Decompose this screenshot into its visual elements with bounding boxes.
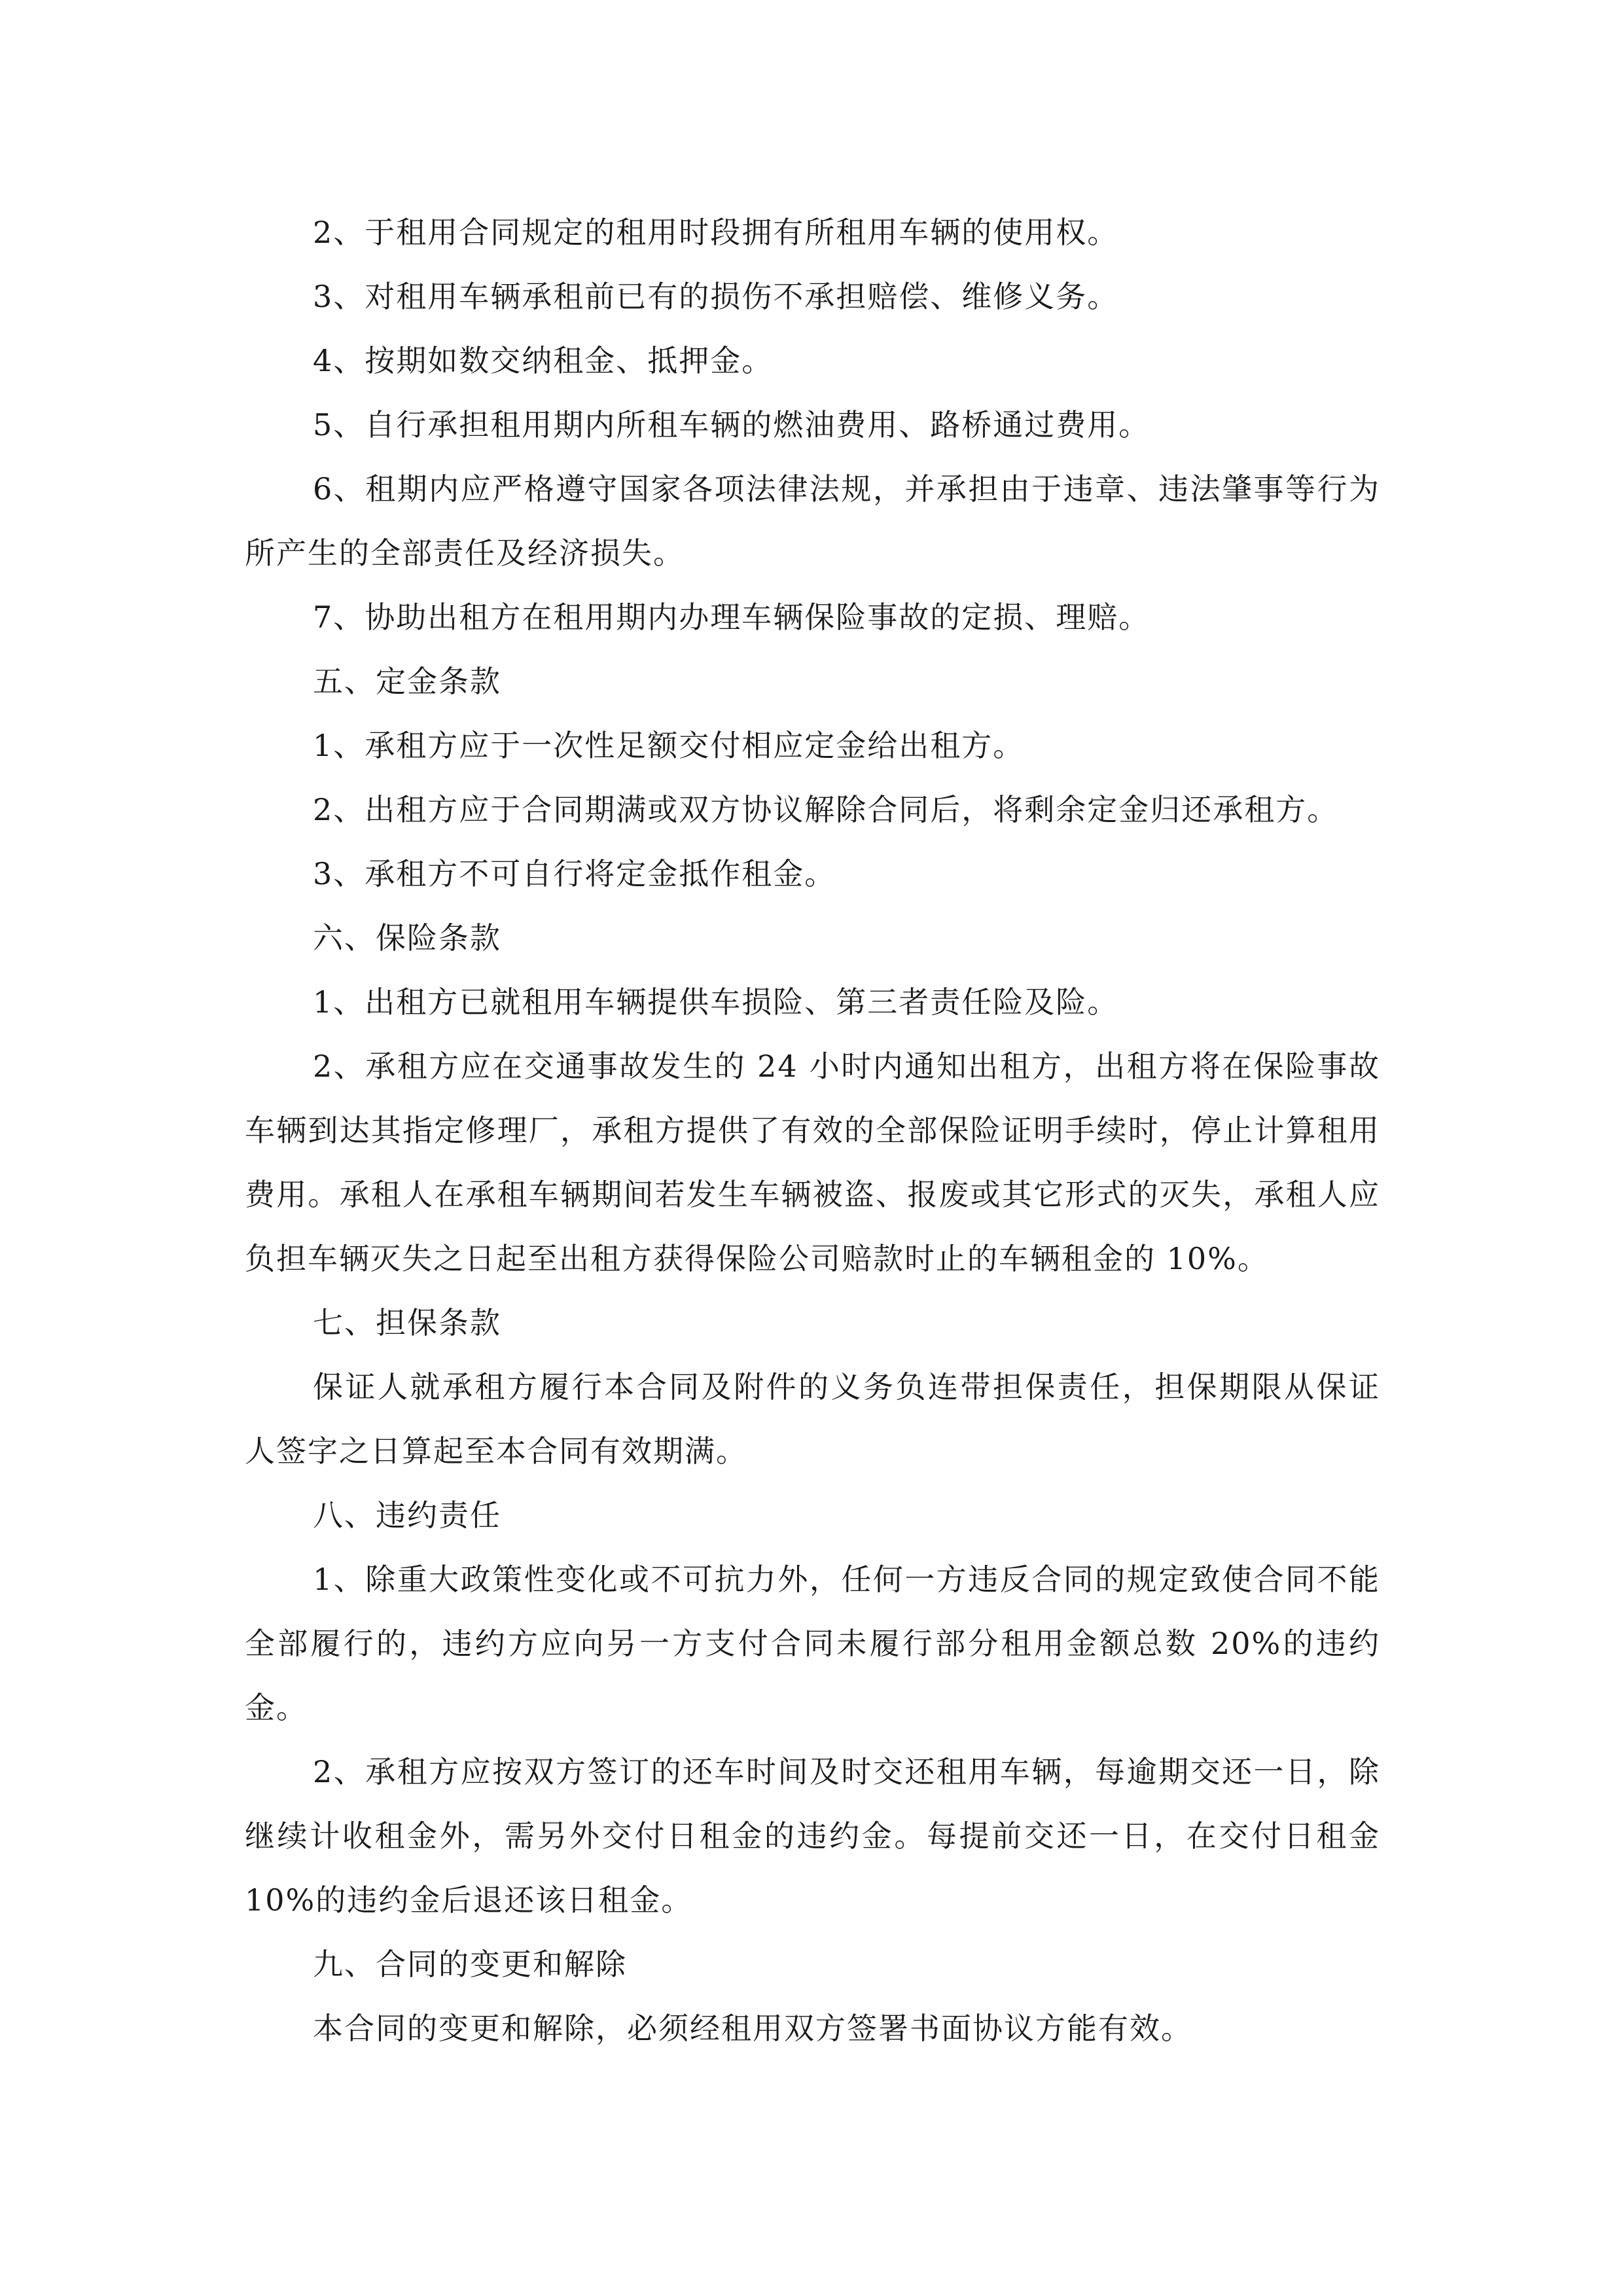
clause-4-item-4: 4、按期如数交纳租金、抵押金。 bbox=[313, 343, 774, 378]
section-heading-breach: 八、违约责任 bbox=[313, 1498, 501, 1533]
deposit-item-3: 3、承租方不可自行将定金抵作租金。 bbox=[313, 856, 836, 891]
clause-4-item-3: 3、对租用车辆承租前已有的损伤不承担赔偿、维修义务。 bbox=[313, 279, 1119, 314]
section-heading-guarantee: 七、担保条款 bbox=[313, 1305, 501, 1340]
section-heading-deposit: 五、定金条款 bbox=[313, 664, 501, 699]
guarantee-paragraph: 保证人就承租方履行本合同及附件的义务负连带担保责任，担保期限从保证人签字之日算起至本合同有效期满。 bbox=[245, 1369, 1380, 1469]
section-heading-amendment: 九、合同的变更和解除 bbox=[313, 1946, 627, 1982]
breach-item-1: 1、除重大政策性变化或不可抗力外，任何一方违反合同的规定致使合同不能全部履行的，违约方应向另一方支付合同未履行部分租用金额总数 20%的违约金。 bbox=[245, 1562, 1380, 1725]
deposit-item-1: 1、承租方应于一次性足额交付相应定金给出租方。 bbox=[313, 728, 1025, 763]
clause-4-item-7: 7、协助出租方在租用期内办理车辆保险事故的定损、理赔。 bbox=[313, 600, 1150, 635]
breach-item-2: 2、承租方应按双方签订的还车时间及时交还租用车辆，每逾期交还一日，除继续计收租金外，需另外交付日租金的违约金。每提前交还一日，在交付日租金 10%的违约金后退还该日租金。 bbox=[245, 1754, 1380, 1918]
clause-4-item-5: 5、自行承担租用期内所租车辆的燃油费用、路桥通过费用。 bbox=[313, 407, 1150, 442]
clause-4-item-6: 6、租期内应严格遵守国家各项法律法规，并承担由于违章、违法肇事等行为所产生的全部责任及经济损失。 bbox=[245, 471, 1380, 571]
deposit-item-2: 2、出租方应于合同期满或双方协议解除合同后，将剩余定金归还承租方。 bbox=[313, 792, 1339, 827]
insurance-item-1: 1、出租方已就租用车辆提供车损险、第三者责任险及险。 bbox=[313, 984, 1119, 1020]
clause-4-item-2: 2、于租用合同规定的租用时段拥有所租用车辆的使用权。 bbox=[313, 215, 1119, 250]
section-heading-insurance: 六、保险条款 bbox=[313, 920, 501, 956]
amendment-paragraph: 本合同的变更和解除，必须经租用双方签署书面协议方能有效。 bbox=[313, 2011, 1192, 2046]
contract-body bbox=[245, 200, 1380, 2060]
insurance-item-2: 2、承租方应在交通事故发生的 24 小时内通知出租方，出租方将在保险事故车辆到达其指定修理厂，承租方提供了有效的全部保险证明手续时，停止计算租用费用。承租人在承租车辆期间若发生车辆被盗、报废或其它形式的灭失，承租人应负担车辆灭失之日起至出租方获得保险公司赔款时止的车辆租金的 10%。 bbox=[245, 1049, 1380, 1276]
